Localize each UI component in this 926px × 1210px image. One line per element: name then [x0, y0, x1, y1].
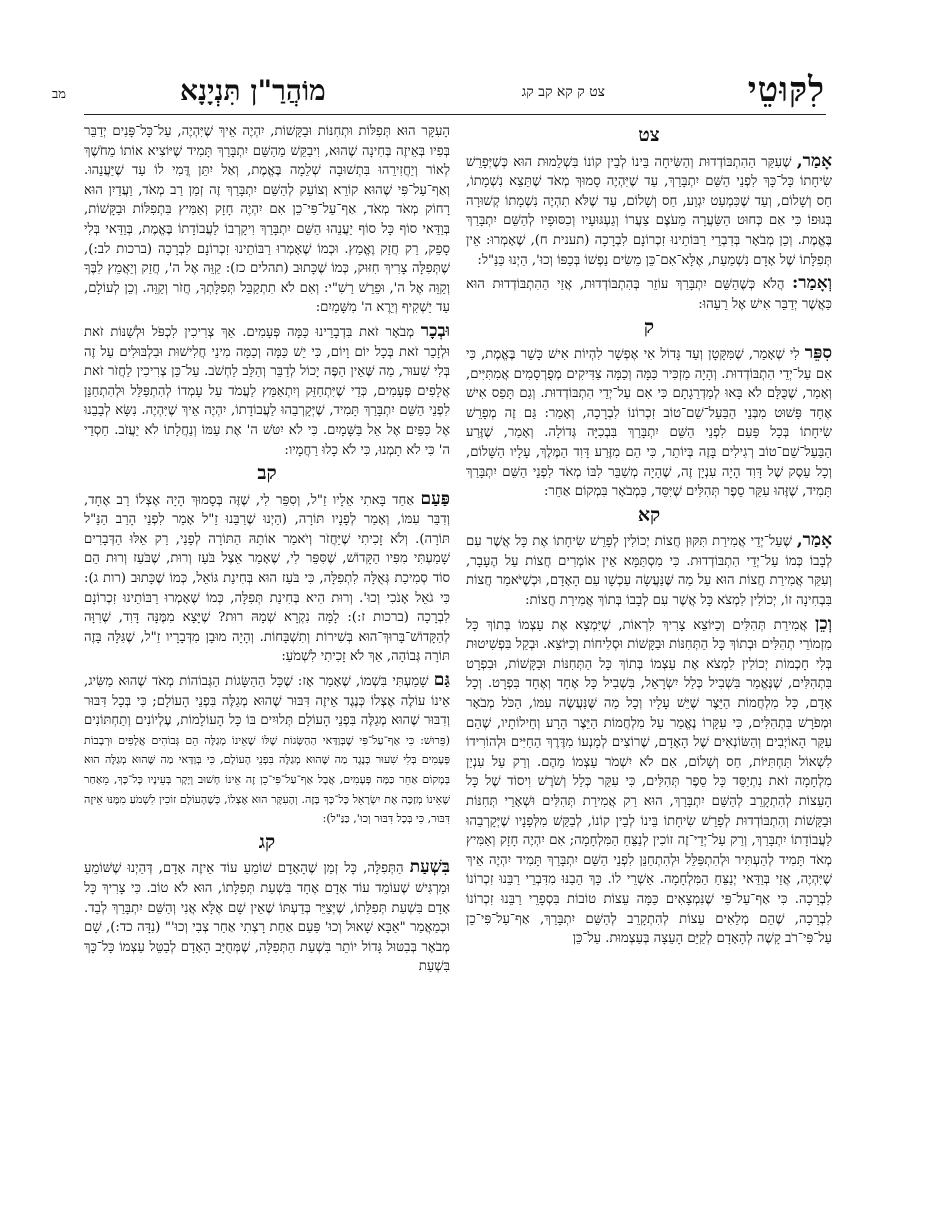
paragraph	[84, 671, 450, 829]
paragraph	[84, 122, 450, 318]
paragraph	[466, 615, 832, 949]
paragraph	[466, 531, 832, 610]
paragraph-text: לִי שֶׁאָמַר, שֶׁמִּקָּטָן וְעַד גָּדוֹל אִי אֶפְשָׁר לִהְיוֹת אִישׁ כָּשֵׁר בֶּאֱמֶת, כִּי אִם עַל־יְדֵי הִתְבּוֹדְדוּת. וְהָיָה מַזְכִּיר כַּמָּה וְכַמָּה צַדִּיקִים מְפֻרְסָמִים אֲמִתִּיִּים, וְאָמַר, שֶׁכֻּלָּם לֹא בָּאוּ לְמַדְרֵגָתָם כִּי אִם עַל־יְדֵי הִתְבּוֹדְדוּת. וְגַם תָּפַס אִישׁ אֶחָד פָּשׁוּט מִבְּנֵי הַבַּעַל־שֵׁם־טוֹב זִכְרוֹנוֹ לִבְרָכָה, וְאָמַר: גַּם זֶה מְפָרֵשׁ שִׂיחָתוֹ בְּכָל פַּעַם לִפְנֵי הַשֵּׁם יִתְבָּרַךְ בִּבְכִיָּה גְּדוֹלָה. וְאָמַר, שֶׁזֶּרַע הַבַּעַל־שֵׁם־טוֹב רְגִילִים בָּזֶה בְּיוֹתֵר, כִּי הֵם מִזֶּרַע דָּוִד הַמֶּלֶךְ, עָלָיו הַשָּׁלוֹם, וְכָל עֵסֶק שֶׁל דָּוִד הָיָה עִנְיָן זֶה, שֶׁהָיָה מְשַׁבֵּר לִבּוֹ מְאֹד לִפְנֵי הַשֵּׁם יִתְבָּרַךְ תָּמִיד, שֶׁזֶּהוּ עִקַּר סֵפֶר תְּהִלִּים שֶׁיִּסֵּד, כַּמְבֹאָר בִּמְקוֹם אַחֵר:	[466, 346, 832, 500]
paragraph-text: אַחַד בָּאתִי אֵלָיו זַ"ל, וְסִפֵּר לִי, שֶׁזֶּה בְּסָמוּךְ הָיָה אֶצְלוֹ רַב אֶחָד, וְדִבֵּר עִמּוֹ, וְאָמַר לְפָנָיו תּוֹרָה, (הַיְנוּ שֶׁרַבֵּנוּ זַ"ל אָמַר לִפְנֵי הָרַב הַנַּ"ל תּוֹרָה). וְלֹא זָכִיתִי שֶׁיַּחֲזֹר וְיֹאמַר אוֹתָהּ הַתּוֹרָה לְפָנַי, רַק אֵלּוּ הַדְּבָרִים שָׁמַעְתִּי מִפִּיו הַקָּדוֹשׁ, שֶׁסִּפֵּר לִי, שֶׁאָמַר אֵצֶל בֹּעַז וְרוּת, שֶׁבֹּעַז וְרוּת הֵם סוֹד סְמִיכַת גְּאֻלָּה לִתְפִלָּה, כִּי בֹּעַז הוּא בְּחִינַת גּוֹאֵל, כְּמוֹ שֶׁכָּתוּב (רות ג): כִּי גֹאֵל אָנֹכִי וְכוּ'. וְרוּת הִיא בְּחִינַת תְּפִלָּה, כְּמוֹ שֶׁאָמְרוּ רַבּוֹתֵינוּ זִכְרוֹנָם לִבְרָכָה (ברכות ז:): לָמָּה נִקְרָא שְׁמָהּ רוּת? שֶׁיָּצָא מִמֶּנָּה דָּוִד, שֶׁרִוָּה לְהַקָּדוֹשׁ־בָּרוּךְ־הוּא בְּשִׁירוֹת וְתִשְׁבָּחוֹת. וְהָיָה מוּבָן מִדְּבָרָיו זַ"ל, שֶׁגִּלָּה בָּזֶה תּוֹרָה גְּבוֹהָה, אַךְ לֹא זָכִיתִי לִשְׁמֹעַ:	[84, 492, 450, 665]
paragraph-text: הַתְּפִלָּה, כָּל זְמַן שֶׁהָאָדָם שׁוֹמֵעַ עוֹד אֵיזֶה אָדָם, דְּהַיְנוּ שֶׁשּׁוֹמֵעַ וּמַרְגִּישׁ שֶׁעוֹמֵד עוֹד אָדָם אֶחָד בִּשְׁעַת תְּפִלָּתוֹ, הוּא לֹא טוֹב. כִּי צָרִיךְ כָּל אָדָם בִּשְׁעַת תְּפִלָּתוֹ, שֶׁיְּצַיֵּר בְּדַעְתּוֹ שֶׁאֵין שָׁם אֶלָּא אֲנִי וְהַשֵּׁם יִתְבָּרַךְ לְבַד. וּכְמַאֲמַר "אַבָּא שָׁאוּל וְכוּ' פַּעַם אַחַת רָצְתִי אַחַר צְבִי וְכוּ'" (נִדָּה כד:), שָׁם מְבֹאָר בְּבִטּוּל גָּדוֹל יוֹתֵר בִּשְׁעַת הַתְּפִלָּה, שֶׁמְּחֻיָּב הָאָדָם לְבַטֵּל עַצְמוֹ כָּל־כָּךְ בִּשְׁעַת	[84, 861, 450, 975]
lead-word: וְכֵן	[814, 613, 832, 634]
lead-word: בִּשְׁעַת	[409, 857, 450, 878]
lead-word: וּבְכָר	[420, 320, 450, 341]
section-heading-103: קג	[258, 830, 276, 853]
paragraph	[466, 274, 832, 314]
paragraph-text: שֶׁעִקַּר הַהִתְבּוֹדְדוּת וְהַשִּׂיחָה בֵּינוֹ לְבֵין קוֹנוֹ בִּשְׁלֵמוּת הוּא כְּשֶׁיְּפָרֵשׁ שִׂיחָתוֹ כָּל־כָּךְ לִפְנֵי הַשֵּׁם יִתְבָּרַךְ, עַד שֶׁיִּהְיֶה סָמוּךְ מְאֹד שֶׁתֵּצֵא נִשְׁמָתוֹ, חַס וְשָׁלוֹם, וְעַד שֶׁכִּמְעַט יִגְוַע, חַס וְשָׁלוֹם, עַד שֶׁלֹּא תִהְיֶה נִשְׁמָתוֹ קְשׁוּרָה בְּגוּפוֹ כִּי אִם כְּחוּט הַשַּׂעֲרָה מֵעֹצֶם צַעֲרוֹ וְגַעְגּוּעָיו וְכִסּוּפָיו לְהַשֵּׁם יִתְבָּרַךְ בֶּאֱמֶת. וְכֵן מְבֹאָר בְּדִבְרֵי רַבּוֹתֵינוּ זִכְרוֹנָם לִבְרָכָה (תענית ח), שֶׁאָמְרוּ: אֵין תְּפִלָּתוֹ שֶׁל אָדָם נִשְׁמַעַת, אֶלָּא־אִם־כֵּן מֵשִׂים נַפְשׁוֹ בְּכַפּוֹ וְכוּ', הַיְנוּ כַּנַּ"ל:	[466, 154, 832, 268]
book-title: לִקּוּטֵי	[747, 70, 825, 110]
section-heading-101: קא	[637, 503, 661, 526]
section-heading-102: קב	[257, 462, 277, 485]
left-column	[84, 122, 450, 1202]
right-column	[466, 122, 832, 1202]
paragraph-text: שֶׁעַל־יְדֵי אֲמִירַת תִּקּוּן חֲצוֹת יְכוֹלִין לְפָרֵשׁ שִׂיחָתוֹ אֶת כָּל אֲשֶׁר עִם לְבָבוֹ כְּמוֹ עַל־יְדֵי הִתְבּוֹדְדוּת. כִּי מִסְתַּמָּא אֵין אוֹמְרִים חֲצוֹת עַל הֶעָבָר, וְעִקַּר אֲמִירַת חֲצוֹת הוּא עַל מַה שֶּׁנַּעֲשָׂה עַכְשָׁו עִם הָאָדָם, וּכְשֶׁיֹּאמַר חֲצוֹת בִּבְחִינָה זוֹ, יְכוֹלִין לִמְצֹא כָּל אֲשֶׁר עִם לְבָבוֹ בְּתוֹךְ אֲמִירַת חֲצוֹת:	[466, 534, 832, 609]
lead-word: אָמַר,	[796, 530, 832, 551]
lead-word: אָמַר,	[796, 150, 832, 171]
paragraph	[466, 152, 832, 271]
section-heading-100: ק	[643, 316, 655, 339]
page-number: מב	[52, 87, 66, 102]
paragraph-text: מְבֹאָר זֹאת בִּדְבָרֵינוּ כַּמָּה פְּעָמִים. אַךְ צְרִיכִין לִכְפֹּל וּלְשַׁנּוֹת זֹאת וּלְזָכֵר זֹאת בְּכָל יוֹם וָיוֹם, כִּי יֵשׁ כַּמָּה וְכַמָּה מִינֵי חֲלִישׁוּת וּבִלְבּוּלִים עַל זֶה בְּלִי שִׁעוּר, מַה שֶּׁאֵין הַפֶּה יָכוֹל לְדַבֵּר וְהַלֵּב לַחְשֹׁב. עַל־כֵּן צְרִיכִין לַחֲזֹר זֹאת אֲלָפִים פְּעָמִים, כְּדֵי שֶׁיִּתְחַזֵּק וְיִתְאַמֵּץ לַעֲמֹד עַל עָמְדוֹ לְהִתְפַּלֵּל וּלְהִתְחַנֵּן לִפְנֵי הַשֵּׁם יִתְבָּרַךְ תָּמִיד, שֶׁיְּקָרְבֵהוּ לַעֲבוֹדָתוֹ, יִהְיֶה אֵיךְ שֶׁיִּהְיֶה. נִשָּׂא לְבָבֵנוּ אֶל כַּפַּיִם אֶל אֵל בַּשָּׁמָיִם. כִּי לֹא יִטֹּשׁ ה' אֶת עַמּוֹ וְנַחֲלָתוֹ לֹא יַעֲזֹב. חַסְדֵי ה' כִּי לֹא תָמְנוּ, כִּי לֹא כָלוּ רַחֲמָיו:	[84, 324, 450, 458]
paragraph	[84, 322, 450, 460]
paragraph	[466, 344, 832, 502]
simanim-range: צט ק קא קב קג	[521, 84, 605, 100]
paragraph	[84, 490, 450, 667]
lead-word: פַּעַם	[420, 488, 450, 509]
lead-word: גַּם	[433, 670, 450, 691]
header-rule	[84, 114, 826, 115]
paragraph-text: הָעִקָּר הוּא תְּפִלּוֹת וּתְחִנּוֹת וּבַקָּשׁוֹת, יִהְיֶה אֵיךְ שֶׁיִּהְיֶה, עַל־כָּל־פָּנִים יְדַבֵּר בְּפִיו בְּאֵיזֶה בְּחִינָה שֶׁהוּא, וִיבַקֵּשׁ מֵהַשֵּׁם יִתְבָּרַךְ תָּמִיד שֶׁיּוֹצִיא אוֹתוֹ מֵחֹשֶׁךְ לְאוֹר וְיַחֲזִירֵהוּ בִּתְשׁוּבָה שְׁלֵמָה בֶּאֱמֶת, וְאַל יִתֵּן דֳּמִי לוֹ עַד שֶׁיַּעֲנֵהוּ. וְאַף־עַל־פִּי שֶׁהוּא קוֹרֵא וְצוֹעֵק לְהַשֵּׁם יִתְבָּרַךְ זֶה זְמַן רַב מְאֹד, וַעֲדַיִן הוּא רָחוֹק מְאֹד מְאֹד, אַף־עַל־פִּי־כֵן אִם יִהְיֶה חָזָק וְאַמִּיץ בִּתְפִלּוֹת וּבַקָּשׁוֹת, בְּוַדַּאי סוֹף כָּל סוֹף יַעֲנֵהוּ הַשֵּׁם יִתְבָּרַךְ וִיקָרְבוֹ לַעֲבוֹדָתוֹ בֶּאֱמֶת, בְּוַדַּאי בְּלִי סָפֵק, רַק חֲזַק וֶאֱמַץ. וּכְמוֹ שֶׁאָמְרוּ רַבּוֹתֵינוּ זִכְרוֹנָם לִבְרָכָה (ברכות לב:), שֶׁתְּפִלָּה צָרִיךְ חִזּוּק, כְּמוֹ שֶׁכָּתוּב (תהלים כז): קַוֵּה אֶל ה', חֲזַק וְיַאֲמֵץ לִבֶּךָ וְקַוֵּה אֶל ה', וּפֵרֵשׁ רַשִׁ"י: וְאִם לֹא תִתְקַבֵּל תְּפִלָּתְךָ, חֲזֹר וְקַוֵּה. וְכֵן לְעוֹלָם, עַד יַשְׁקִיף וְיֵרֶא ה' מִשָּׁמַיִם:	[84, 124, 450, 316]
lead-word: סִפֵּר	[804, 342, 832, 363]
paragraph	[84, 858, 450, 977]
page-header	[52, 70, 825, 114]
paragraph-text: שָׁמַעְתִּי בִּשְׁמוֹ, שֶׁאָמַר אָז: שֶׁכָּל הַהַשָּׂגוֹת הַגְּבוֹהוֹת מְאֹד שֶׁהוּא מַשִּׂיג, אֵינוֹ עוֹלֶה אֶצְלוֹ כְּנֶגֶד אֵיזֶה דִּבּוּר שֶׁהוּא מְגַלֶּה בִּפְנֵי הָעוֹלָם; כִּי בְּכָל דִּבּוּר וְדִבּוּר שֶׁהוּא מְגַלֶּה בִּפְנֵי הָעוֹלָם תְּלוּיִים בּוֹ כָּל הָעוֹלָמוֹת, עֶלְיוֹנִים וְתַחְתּוֹנִים	[84, 674, 450, 729]
section-heading-99: צט	[638, 124, 660, 146]
lead-word: וְאָמַר:	[792, 273, 832, 294]
running-title: מוֹהֲרַ"ן תִּנְיָנָא	[180, 74, 326, 107]
paragraph-text: הֲלֹא כְּשֶׁהַשֵּׁם יִתְבָּרַךְ עוֹזֵר בְּהִתְבּוֹדְדוּת, אֲזַי הַהִתְבּוֹדְדוּת הוּא כַּאֲשֶׁר יְדַבֵּר אִישׁ אֶל רֵעֵהוּ:	[466, 277, 832, 312]
paragraph-text: אֲמִירַת תְּהִלִּים וְכַיּוֹצֵא צָרִיךְ לִרְאוֹת, שֶׁיִּמְצָא אֶת עַצְמוֹ בְּתוֹךְ כָּל מִזְמוֹרֵי תְהִלִּים וּבְתוֹךְ כָּל הַתְּחִנּוֹת וּבַקָּשׁוֹת וּסְלִיחוֹת וְכַיּוֹצֵא. וּבְקַל בִּפְשִׁיטוּת בְּלִי חָכְמוֹת יְכוֹלִין לִמְצֹא אֶת עַצְמוֹ בְּתוֹךְ כָּל הַתְּחִנּוֹת וּבַקָּשׁוֹת, וּבִפְרָט בִּתְהִלִּים, שֶׁנֶּאֱמַר בִּשְׁבִיל כְּלַל יִשְׂרָאֵל, בִּשְׁבִיל כָּל אֶחָד וְאֶחָד בִּפְרָט. וְכָל אָדָם, כָּל מִלְחֲמוֹת הַיֵּצֶר שֶׁיֵּשׁ עָלָיו וְכָל מַה שֶּׁנַּעֲשֶׂה עִמּוֹ, הַכֹּל מְבֹאָר וּמְפֹרָשׁ בִּתְהִלִּים, כִּי עִקָּרוֹ נֶאֱמַר עַל מִלְחֲמוֹת הַיֵּצֶר הָרָע וְחֵילוֹתָיו, שֶׁהֵם עִקַּר הָאוֹיְבִים וְהַשּׂוֹנְאִים שֶׁל הָאָדָם, שֶׁרוֹצִים לְמָנְעוֹ מִדֶּרֶךְ הַחַיִּים וּלְהוֹרִידוֹ לִשְׁאוֹל תַּחְתִּיּוֹת, חַס וְשָׁלוֹם, אִם לֹא יִשְׁמֹר עַצְמוֹ מֵהֶם. וְרַק עַל עִנְיַן מִלְחָמָה זֹאת נִתְיַסֵּד כָּל סֵפֶר תְּהִלִּים, כִּי עִקַּר כְּלַל וְשֹׁרֶשׁ וִיסוֹד שֶׁל כָּל הָעֵצוֹת לְהִתְקָרֵב לְהַשֵּׁם יִתְבָּרַךְ, הוּא רַק אֲמִירַת תְּהִלִּים וּשְׁאָרֵי תְּחִנּוֹת וּבַקָּשׁוֹת וְהִתְבּוֹדְדוּת לְפָרֵשׁ שִׂיחָתוֹ בֵּינוֹ לְבֵין קוֹנוֹ, לְבַקֵּשׁ מִלְּפָנָיו שֶׁיְּקָרְבֵהוּ לַעֲבוֹדָתוֹ יִתְבָּרַךְ, וְרַק עַל־יְדֵי־זֶה זוֹכִין לְנַצֵּחַ הַמִּלְחָמָה; אִם יִהְיֶה חָזָק וְאַמִּיץ מְאֹד תָּמִיד לְהַעְתִּיר וּלְהִתְפַּלֵּל וּלְהִתְחַנֵּן לִפְנֵי הַשֵּׁם יִתְבָּרַךְ תָּמִיד יִהְיֶה אֵיךְ שֶׁיִּהְיֶה, אֲזַי בְּוַדַּאי יְנַצֵּחַ הַמִּלְחָמָה. אַשְׁרֵי לוֹ. כָּךְ הֵבַנּוּ מִדִּבְרֵי רַבֵּנוּ זִכְרוֹנוֹ לִבְרָכָה. כִּי אַף־עַל־פִּי שֶׁנִּמְצָאִים כַּמָּה עֵצוֹת טוֹבוֹת בִּסְפָרֵי רַבֵּנוּ זִכְרוֹנוֹ לִבְרָכָה, שֶׁהֵם מְלֵאִים עֵצוֹת לְהִתְקָרֵב לְהַשֵּׁם יִתְבָּרַךְ, אַף־עַל־פִּי־כֵן עַל־פִּי־רֹב קָשֶׁה לְהָאָדָם לְקַיֵּם הָעֵצָה בְּעַצְמוּת. עַל־כֵּן	[466, 617, 832, 947]
gloss-note: (פֵּרוּשׁ: כִּי אַף־עַל־פִּי שֶׁבְּוַדַּאי הַהַשָּׂגוֹת שֶׁלּוֹ שֶׁאֵינוֹ מְגַלֶּה הֵם גְּבוֹהִים אֲלָפִים וּרְבָבוֹת פְּעָמִים בְּלִי שִׁעוּר כְּנֶגֶד מַה שֶּׁהוּא מְגַלֶּה בִּפְנֵי הָעוֹלָם, כִּי בְּוַדַּאי מַה שֶּׁהוּא מְגַלֶּה הוּא בְּמָקוֹם אַחֵר כַּמָּה פְּעָמִים, אֲבָל אַף־עַל־פִּי־כֵן זֶה אֵינוֹ חָשׁוּב וְיָקָר בְּעֵינָיו כָּל־כָּךְ, מֵאַחַר שֶׁאֵינוֹ מְזַכֶּה אֶת יִשְׂרָאֵל כָּל־כָּךְ בָּזֶה. וְהָעִקָּר הוּא אֶצְלוֹ, כְּשֶׁהָעוֹלָם זוֹכִין לִשְׁמֹעַ מִמֶּנּוּ אֵיזֶה דִּבּוּר, כִּי בְּכָל דִּבּוּר וְכוּ', כַּנַּ"ל):	[84, 733, 450, 826]
